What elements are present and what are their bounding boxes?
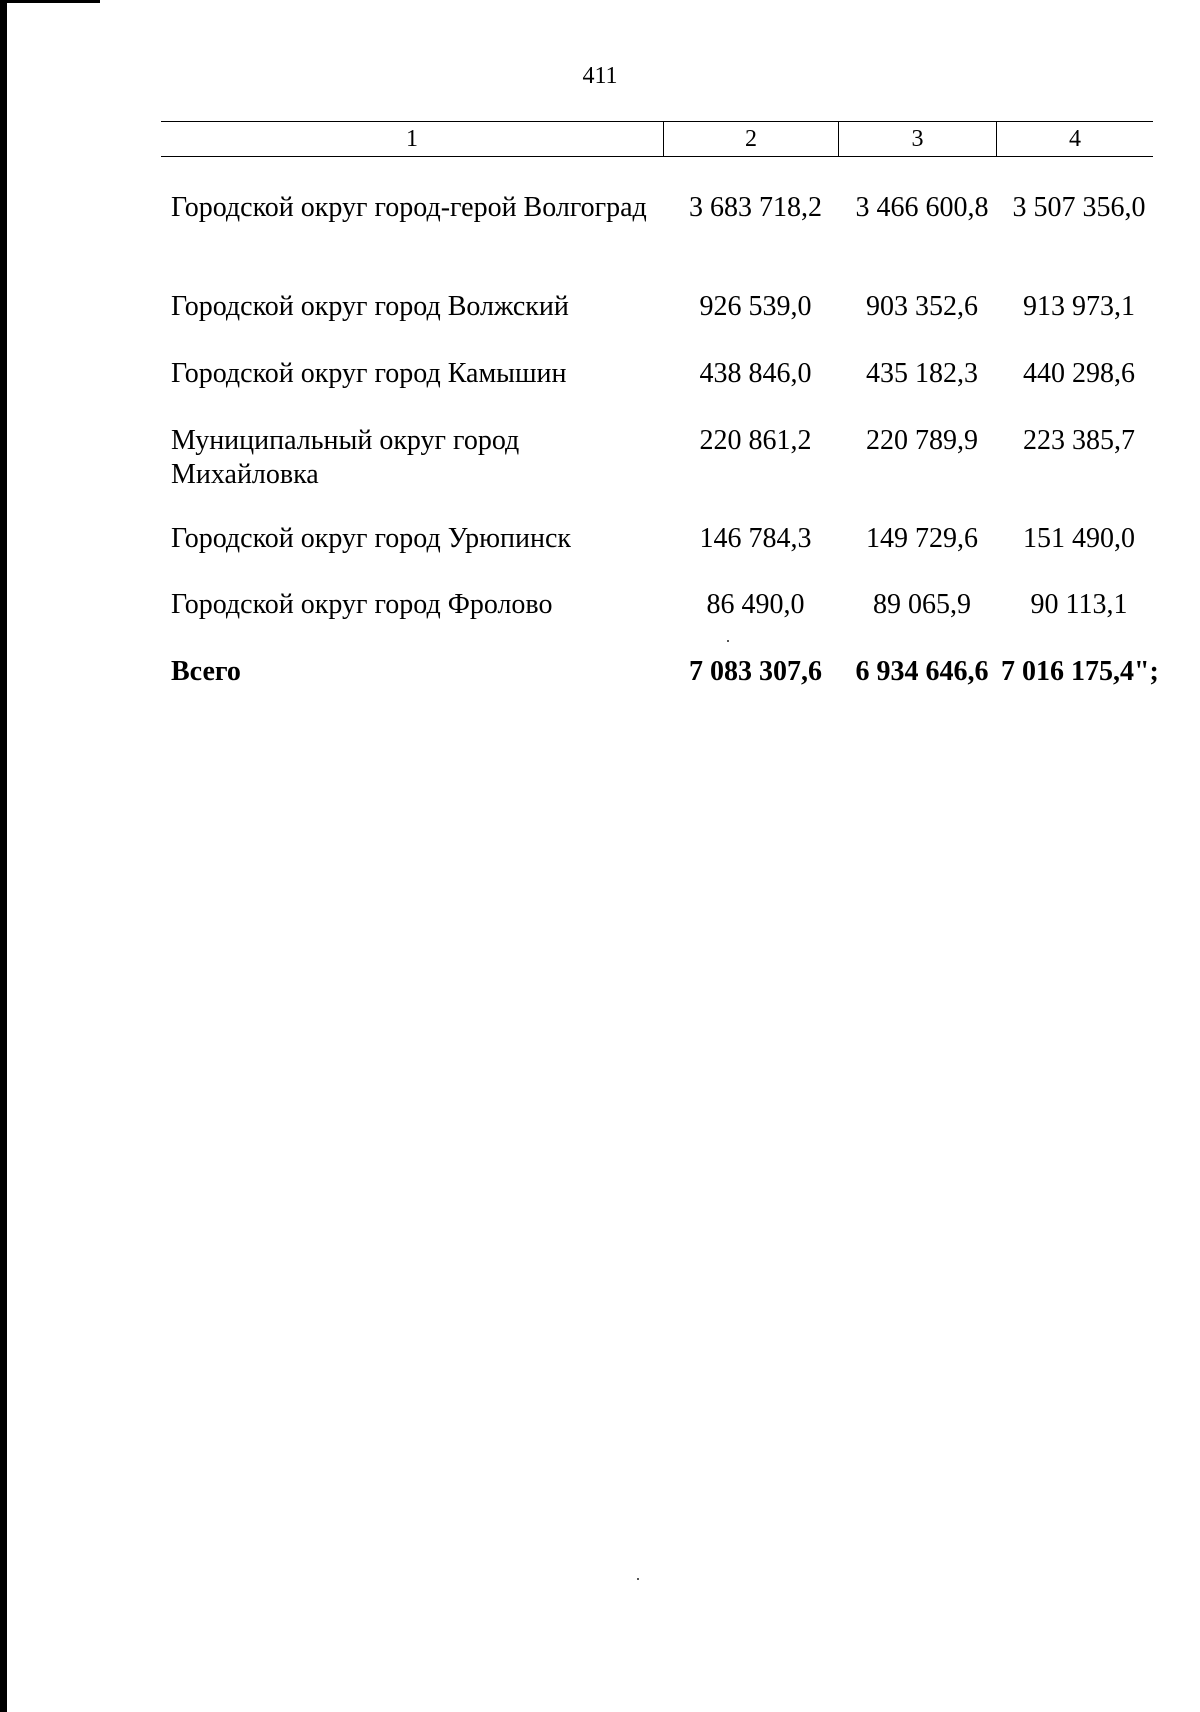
- row-value-col4: 3 507 356,0: [1012, 192, 1146, 223]
- total-value-col4: 7 016 175,4";: [1001, 656, 1159, 687]
- row-value-col2: 438 846,0: [699, 358, 812, 389]
- row-value-col2: 146 784,3: [699, 523, 812, 554]
- column-header-4: 4: [1069, 126, 1081, 152]
- row-value-col4: 151 490,0: [1023, 523, 1135, 554]
- row-value-col2: 3 683 718,2: [689, 192, 822, 223]
- page-number: 411: [582, 63, 618, 89]
- row-value-col3: 220 789,9: [866, 425, 978, 456]
- row-value-col3: 435 182,3: [866, 358, 978, 389]
- column-header-1: 1: [161, 122, 664, 156]
- row-value-col4: 90 113,1: [1030, 589, 1128, 620]
- total-value-col3: 6 934 646,6: [855, 656, 989, 687]
- row-name: Городской округ город Камышин: [171, 358, 567, 389]
- row-value-col3: 149 729,6: [866, 523, 978, 554]
- row-value-col4: 223 385,7: [1023, 425, 1135, 456]
- scan-speck: [637, 1578, 639, 1580]
- row-name: Городской округ город Урюпинск: [171, 523, 571, 554]
- table-header-row: [161, 121, 1153, 157]
- column-header-3: 3: [839, 122, 997, 156]
- row-name: Городской округ город-герой Волгоград: [171, 192, 647, 223]
- scan-edge-left: [0, 0, 7, 1712]
- total-label: Всего: [171, 656, 241, 687]
- total-value-col2: 7 083 307,6: [689, 656, 822, 687]
- row-value-col4: 440 298,6: [1023, 358, 1135, 389]
- row-value-col3: 89 065,9: [873, 589, 971, 620]
- scan-edge-top: [0, 0, 100, 3]
- column-header-2: 2: [664, 122, 839, 156]
- row-name: Городской округ город Фролово: [171, 589, 553, 620]
- row-value-col4: 913 973,1: [1023, 291, 1135, 322]
- row-name: Муниципальный округ город Михайловка: [171, 425, 520, 490]
- scan-speck: [727, 640, 729, 642]
- row-name: Городской округ город Волжский: [171, 291, 569, 322]
- row-value-col2: 220 861,2: [699, 425, 812, 456]
- row-value-col3: 903 352,6: [866, 291, 978, 322]
- row-value-col2: 926 539,0: [699, 291, 812, 322]
- row-value-col2: 86 490,0: [706, 589, 805, 620]
- row-value-col3: 3 466 600,8: [855, 192, 989, 223]
